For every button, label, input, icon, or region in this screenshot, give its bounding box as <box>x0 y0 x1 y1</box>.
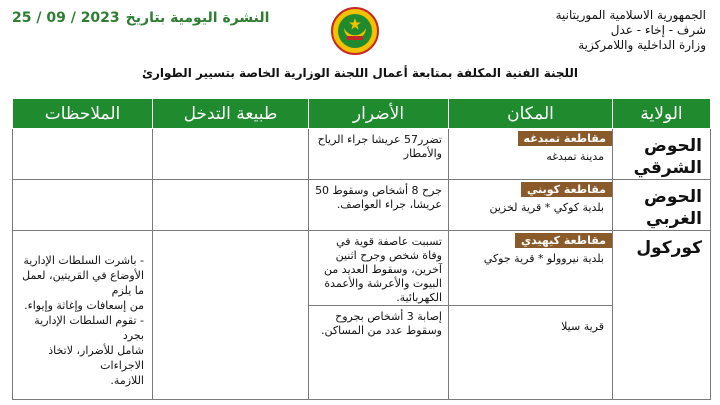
country-name: الجمهورية الاسلامية الموريتانية <box>555 8 706 22</box>
place-text: بلدية نيروولو * قرية جوكي <box>483 252 604 265</box>
bulletin-date: 25 / 09 / 2023 <box>12 10 120 26</box>
moughataa-badge: مقاطعة تمبدغه <box>518 131 612 146</box>
moughataa-badge: مقاطعة كوبني <box>521 182 612 197</box>
place-text: قرية سيلا <box>561 320 604 333</box>
wilaya-cell: الحوض الغربي <box>613 180 711 231</box>
table-row <box>13 231 711 306</box>
damage-cell: تضرر57 عريشا جراء الرياح والأمطار <box>309 129 449 180</box>
notes-cell <box>13 129 153 180</box>
notes-cell <box>13 180 153 231</box>
note-line: - باشرت السلطات الإدارية <box>23 254 144 267</box>
header-place: المكان <box>449 99 613 129</box>
committee-title: اللجنة الفنية المكلفة بمتابعة أعمال اللجنة الوزارية الخاصة بتسيير الطوارئ <box>141 66 579 80</box>
note-line: اللازمة. <box>110 374 144 387</box>
emergency-table <box>12 98 711 400</box>
note-line: شامل للأضرار، لاتخاذ الاجراءات <box>48 344 144 372</box>
note-line: - تقوم السلطات الإدارية بجرد <box>34 314 144 342</box>
header-damage: الأضرار <box>309 99 449 129</box>
place-cell <box>449 129 613 180</box>
notes-cell <box>13 231 153 400</box>
place-text: بلدية كوكي * قرية لخزين <box>489 201 604 214</box>
wilaya-cell: الحوض الشرقي <box>613 129 711 180</box>
header-intervention: طبيعة التدخل <box>153 99 309 129</box>
place-cell <box>449 180 613 231</box>
header-wilaya: الولاية <box>613 99 711 129</box>
government-header <box>556 8 706 53</box>
note-line: من إسعافات وإغاثة وإيواء. <box>24 299 144 312</box>
intervention-cell <box>153 180 309 231</box>
mauritania-seal-icon <box>330 6 380 56</box>
damage-cell: جرح 8 أشخاص وسقوط 50 عريشا، جراء العواصف. <box>309 180 449 231</box>
place-text: مدينة تمبدغه <box>546 150 604 163</box>
note-line: الأوضاع في القريتين، لعمل ما يلزم <box>22 269 144 297</box>
header-notes: الملاحظات <box>13 99 153 129</box>
ministry-name: وزارة الداخلية واللامركزية <box>578 38 706 52</box>
bulletin-label: النشرة اليومية بتاريخ <box>125 10 270 26</box>
wilaya-cell: كوركول <box>613 231 711 400</box>
damage-cell: إصابة 3 أشخاص بجروح وسقوط عدد من المساكن. <box>309 306 449 400</box>
table-header-row <box>13 99 711 129</box>
table-row <box>13 180 711 231</box>
intervention-cell <box>153 231 309 400</box>
moughataa-badge: مقاطعة كيهيدي <box>515 233 612 248</box>
place-cell <box>449 231 613 306</box>
national-motto: شرف - إخاء - عدل <box>610 23 706 37</box>
place-cell <box>449 306 613 400</box>
table-row <box>13 129 711 180</box>
bulletin-header <box>12 10 269 26</box>
damage-cell: تسببت عاصفة قوية في وفاة شخص وجرح اثنين آخرين، وسقوط العديد من البيوت والأعرشة والأعمدة الكهربائية. <box>309 231 449 306</box>
intervention-cell <box>153 129 309 180</box>
